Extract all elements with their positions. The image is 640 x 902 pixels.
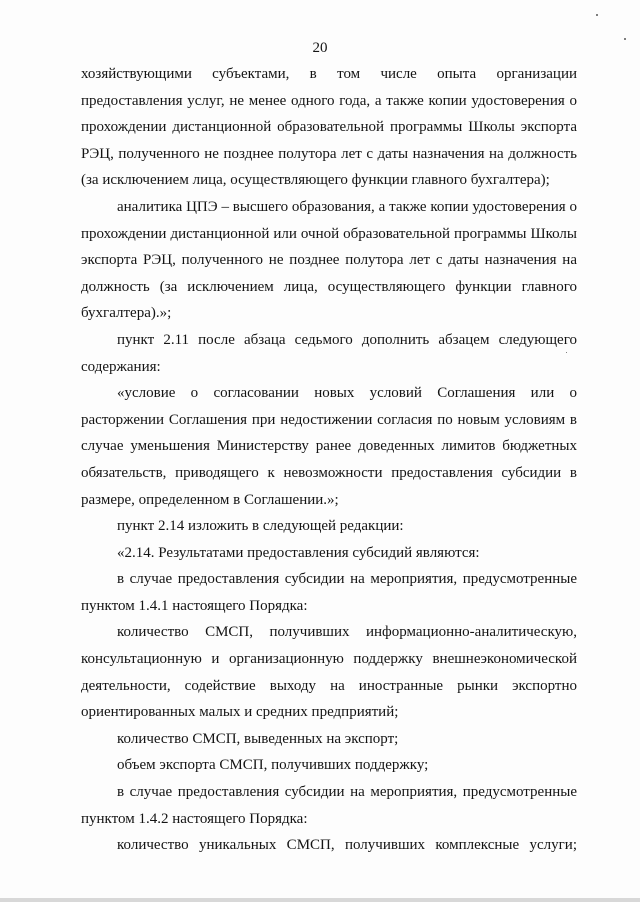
- document-body: [81, 61, 577, 859]
- paragraph-2: аналитика ЦПЭ – высшего образования, а также копии удостоверения о прохождении дистанционной или очной образовательной программы Школы экспорта РЭЦ, полученного не позднее полутора лет с даты назначения на должность (за исключением лица, осуществляющего функции главного бухгалтера).»;: [81, 198, 577, 322]
- paragraph-12: количество уникальных СМСП, получивших комплексные услуги;: [117, 837, 577, 854]
- scan-speck: [566, 352, 567, 353]
- paragraph-5: пункт 2.14 изложить в следующей редакции:: [117, 518, 404, 535]
- paragraph-6: «2.14. Результатами предоставления субсидий являются:: [117, 544, 480, 561]
- paragraph-4: «условие о согласовании новых условий Соглашения или о расторжении Соглашения при недостижении согласия по новым условиям в случае уменьшения Министерству ранее доведенных лимитов бюджетных обязательств, приводящего к невозможности предоставления субсидии в размере, определенном в Соглашении.»;: [81, 385, 577, 508]
- scan-bottom-edge: [0, 898, 640, 902]
- scan-speck: [624, 38, 626, 40]
- scan-speck: [596, 14, 598, 16]
- paragraph-3: пункт 2.11 после абзаца седьмого дополнить абзацем следующего содержания:: [81, 331, 577, 375]
- paragraph-1: хозяйствующими субъектами, в том числе опыта организации предоставления услуг, не менее одного года, а также копии удостоверения о прохождении дистанционной образовательной программы Школы экспорта РЭЦ, полученного не позднее полутора лет с даты назначения на должность (за исключением лица, осуществляющего функции главного бухгалтера);: [81, 66, 577, 189]
- paragraph-8: количество СМСП, получивших информационно-аналитическую, консультационную и организационную поддержку внешнеэкономической деятельности, содействие выходу на иностранные рынки экспортно ориентированных малых и средних предприятий;: [81, 624, 577, 721]
- paragraph-10: объем экспорта СМСП, получивших поддержку;: [117, 757, 429, 774]
- paragraph-11: в случае предоставления субсидии на мероприятия, предусмотренные пунктом 1.4.2 настоящего Порядка:: [81, 784, 577, 827]
- page-number: 20: [312, 40, 328, 56]
- paragraph-9: количество СМСП, выведенных на экспорт;: [117, 730, 399, 747]
- paragraph-7: в случае предоставления субсидии на мероприятия, предусмотренные пунктом 1.4.1 настоящего Порядка:: [81, 571, 577, 614]
